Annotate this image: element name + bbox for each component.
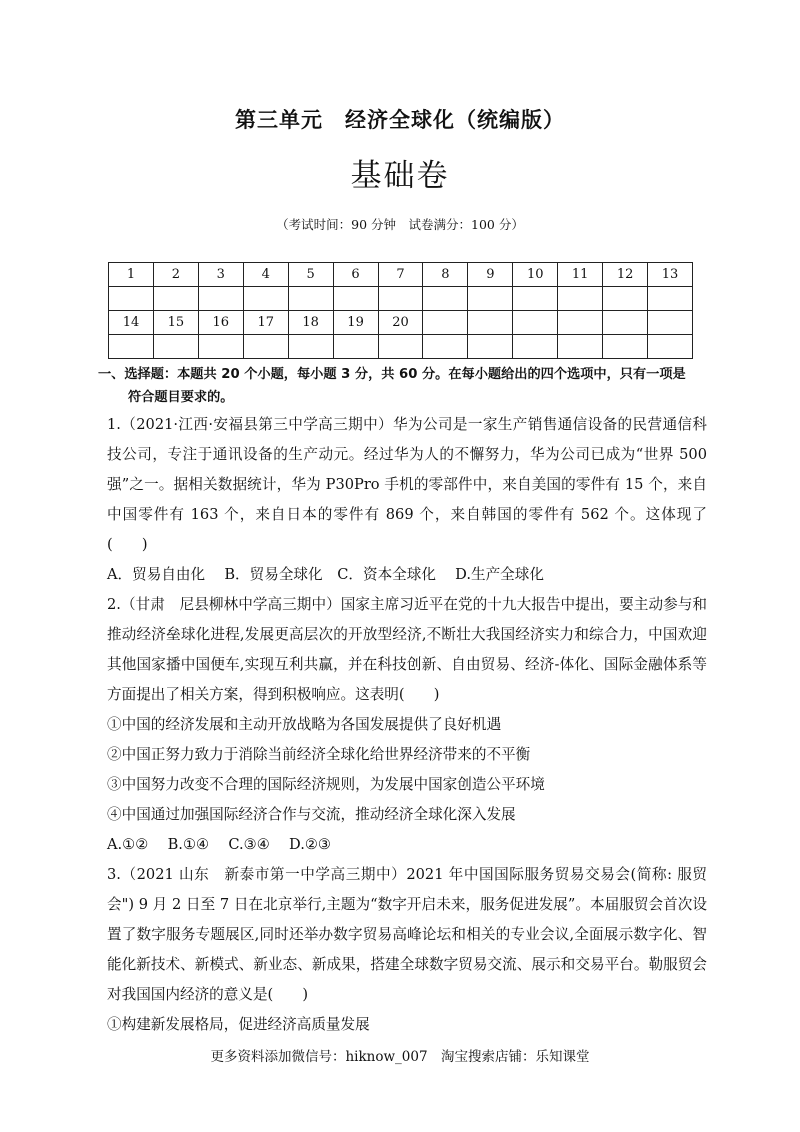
question-2-stem: 2.（甘肃 尼县柳林中学高三期中）国家主席习近平在党的十九大报告中提出，要主动参与和推动经济垒球化进程,发展更高层次的开放型经济,不断壮大我国经济实力和综合力，中国欢迎其他国家播中国便车,实现互利共赢，并在科技创新、自由贸易、经济-体化、国际金融体系等方面提出了相关方案，得到积极响应。这表明( ) bbox=[107, 596, 707, 703]
question-1-options: A．贸易自由化 B．贸易全球化 C．资本全球化 D.生产全球化 bbox=[107, 566, 544, 583]
footer-note: 更多资料添加微信号：hiknow_007 淘宝搜索店铺：乐知课堂 bbox=[210, 1049, 590, 1065]
question-1-stem: 1.（2021·江西·安福县第三中学高三期中）华为公司是一家生产销售通信设备的民营通信科技公司，专注于通讯设备的生产动元。经过华为人的不懈努力，华为公司已成为“世界 500 强”之一。据相关数据统计，华为 P30Pro 手机的零部件中，来自美国的零件有 15 个，来自中国零件有 163 个，来自日本的零件有 869 个，来自韩国的零件有 562 个。这体现了( ) bbox=[107, 416, 707, 553]
answer-table-blank-row bbox=[109, 287, 693, 311]
answer-cell bbox=[648, 287, 693, 311]
unit-title: 第三单元 经济全球化（统编版） bbox=[235, 108, 565, 132]
table-cell: 11 bbox=[558, 263, 603, 287]
answer-cell bbox=[513, 287, 558, 311]
table-cell bbox=[423, 311, 468, 335]
answer-table bbox=[108, 262, 693, 359]
answer-cell bbox=[109, 335, 154, 359]
answer-cell bbox=[243, 335, 288, 359]
table-cell: 20 bbox=[378, 311, 423, 335]
answer-cell bbox=[558, 335, 603, 359]
answer-cell bbox=[288, 335, 333, 359]
answer-cell bbox=[378, 335, 423, 359]
paper-subtitle: 基础卷 bbox=[350, 158, 450, 194]
question-2-statement-2: ②中国正努力致力于消除当前经济全球化给世界经济带来的不平衡 bbox=[107, 746, 531, 763]
answer-cell bbox=[243, 287, 288, 311]
question-2-options: A.①② B.①④ C.③④ D.②③ bbox=[107, 836, 332, 853]
answer-cell bbox=[558, 287, 603, 311]
answer-cell bbox=[333, 287, 378, 311]
table-cell: 17 bbox=[243, 311, 288, 335]
answer-cell bbox=[198, 335, 243, 359]
answer-cell bbox=[378, 287, 423, 311]
table-cell: 7 bbox=[378, 263, 423, 287]
table-cell bbox=[513, 311, 558, 335]
answer-table-number-row bbox=[109, 311, 693, 335]
answer-cell bbox=[109, 287, 154, 311]
table-cell: 8 bbox=[423, 263, 468, 287]
table-cell: 13 bbox=[648, 263, 693, 287]
table-cell bbox=[648, 311, 693, 335]
table-cell: 10 bbox=[513, 263, 558, 287]
answer-table-blank-row bbox=[109, 335, 693, 359]
table-cell: 1 bbox=[109, 263, 154, 287]
table-cell bbox=[603, 311, 648, 335]
question-2-statement-1: ①中国的经济发展和主动开放战略为各国发展提供了良好机遇 bbox=[107, 716, 502, 733]
answer-cell bbox=[603, 335, 648, 359]
question-3-statement-1: ①构建新发展格局，促进经济高质量发展 bbox=[107, 1016, 370, 1033]
answer-cell bbox=[153, 287, 198, 311]
exam-info: （考试时间：90 分钟 试卷满分：100 分） bbox=[276, 217, 524, 232]
section-heading-continued: 符合题目要求的。 bbox=[128, 390, 234, 405]
table-cell: 19 bbox=[333, 311, 378, 335]
answer-cell bbox=[423, 287, 468, 311]
question-body bbox=[98, 364, 707, 1040]
answer-cell bbox=[198, 287, 243, 311]
answer-cell bbox=[423, 335, 468, 359]
table-cell: 12 bbox=[603, 263, 648, 287]
table-cell: 18 bbox=[288, 311, 333, 335]
answer-cell bbox=[468, 287, 513, 311]
question-2-statement-3: ③中国努力改变不合理的国际经济规则，为发展中国家创造公平环境 bbox=[107, 776, 545, 793]
answer-cell bbox=[648, 335, 693, 359]
table-cell: 4 bbox=[243, 263, 288, 287]
answer-cell bbox=[153, 335, 198, 359]
table-cell bbox=[468, 311, 513, 335]
table-cell: 2 bbox=[153, 263, 198, 287]
section-heading: 一、选择题：本题共 20 个小题，每小题 3 分，共 60 分。在每小题给出的四个选项中，只有一项是 bbox=[98, 367, 686, 382]
table-cell: 6 bbox=[333, 263, 378, 287]
answer-cell bbox=[513, 335, 558, 359]
table-cell: 9 bbox=[468, 263, 513, 287]
question-3-stem: 3.（2021 山东 新泰市第一中学高三期中）2021 年中国国际服务贸易交易会(简称: 服贸会") 9 月 2 日至 7 日在北京举行,主题为“数字开启未来，服务促进发展”。本届服贸会首次设置了数字服务专题展区,同时还举办数字贸易高峰论坛和相关的专业会议,全面展示数字化、智能化新技术、新模式、新业态、新成果，搭建全球数字贸易交流、展示和交易平台。勒服贸会对我国国内经济的意义是( ) bbox=[107, 866, 707, 1003]
table-cell: 5 bbox=[288, 263, 333, 287]
answer-cell bbox=[468, 335, 513, 359]
answer-cell bbox=[603, 287, 648, 311]
answer-cell bbox=[288, 287, 333, 311]
answer-table-number-row bbox=[109, 263, 693, 287]
question-2-statement-4: ④中国通过加强国际经济合作与交流，推动经济全球化深入发展 bbox=[107, 806, 516, 823]
answer-cell bbox=[333, 335, 378, 359]
table-cell bbox=[558, 311, 603, 335]
table-cell: 14 bbox=[109, 311, 154, 335]
table-cell: 15 bbox=[153, 311, 198, 335]
table-cell: 3 bbox=[198, 263, 243, 287]
table-cell: 16 bbox=[198, 311, 243, 335]
